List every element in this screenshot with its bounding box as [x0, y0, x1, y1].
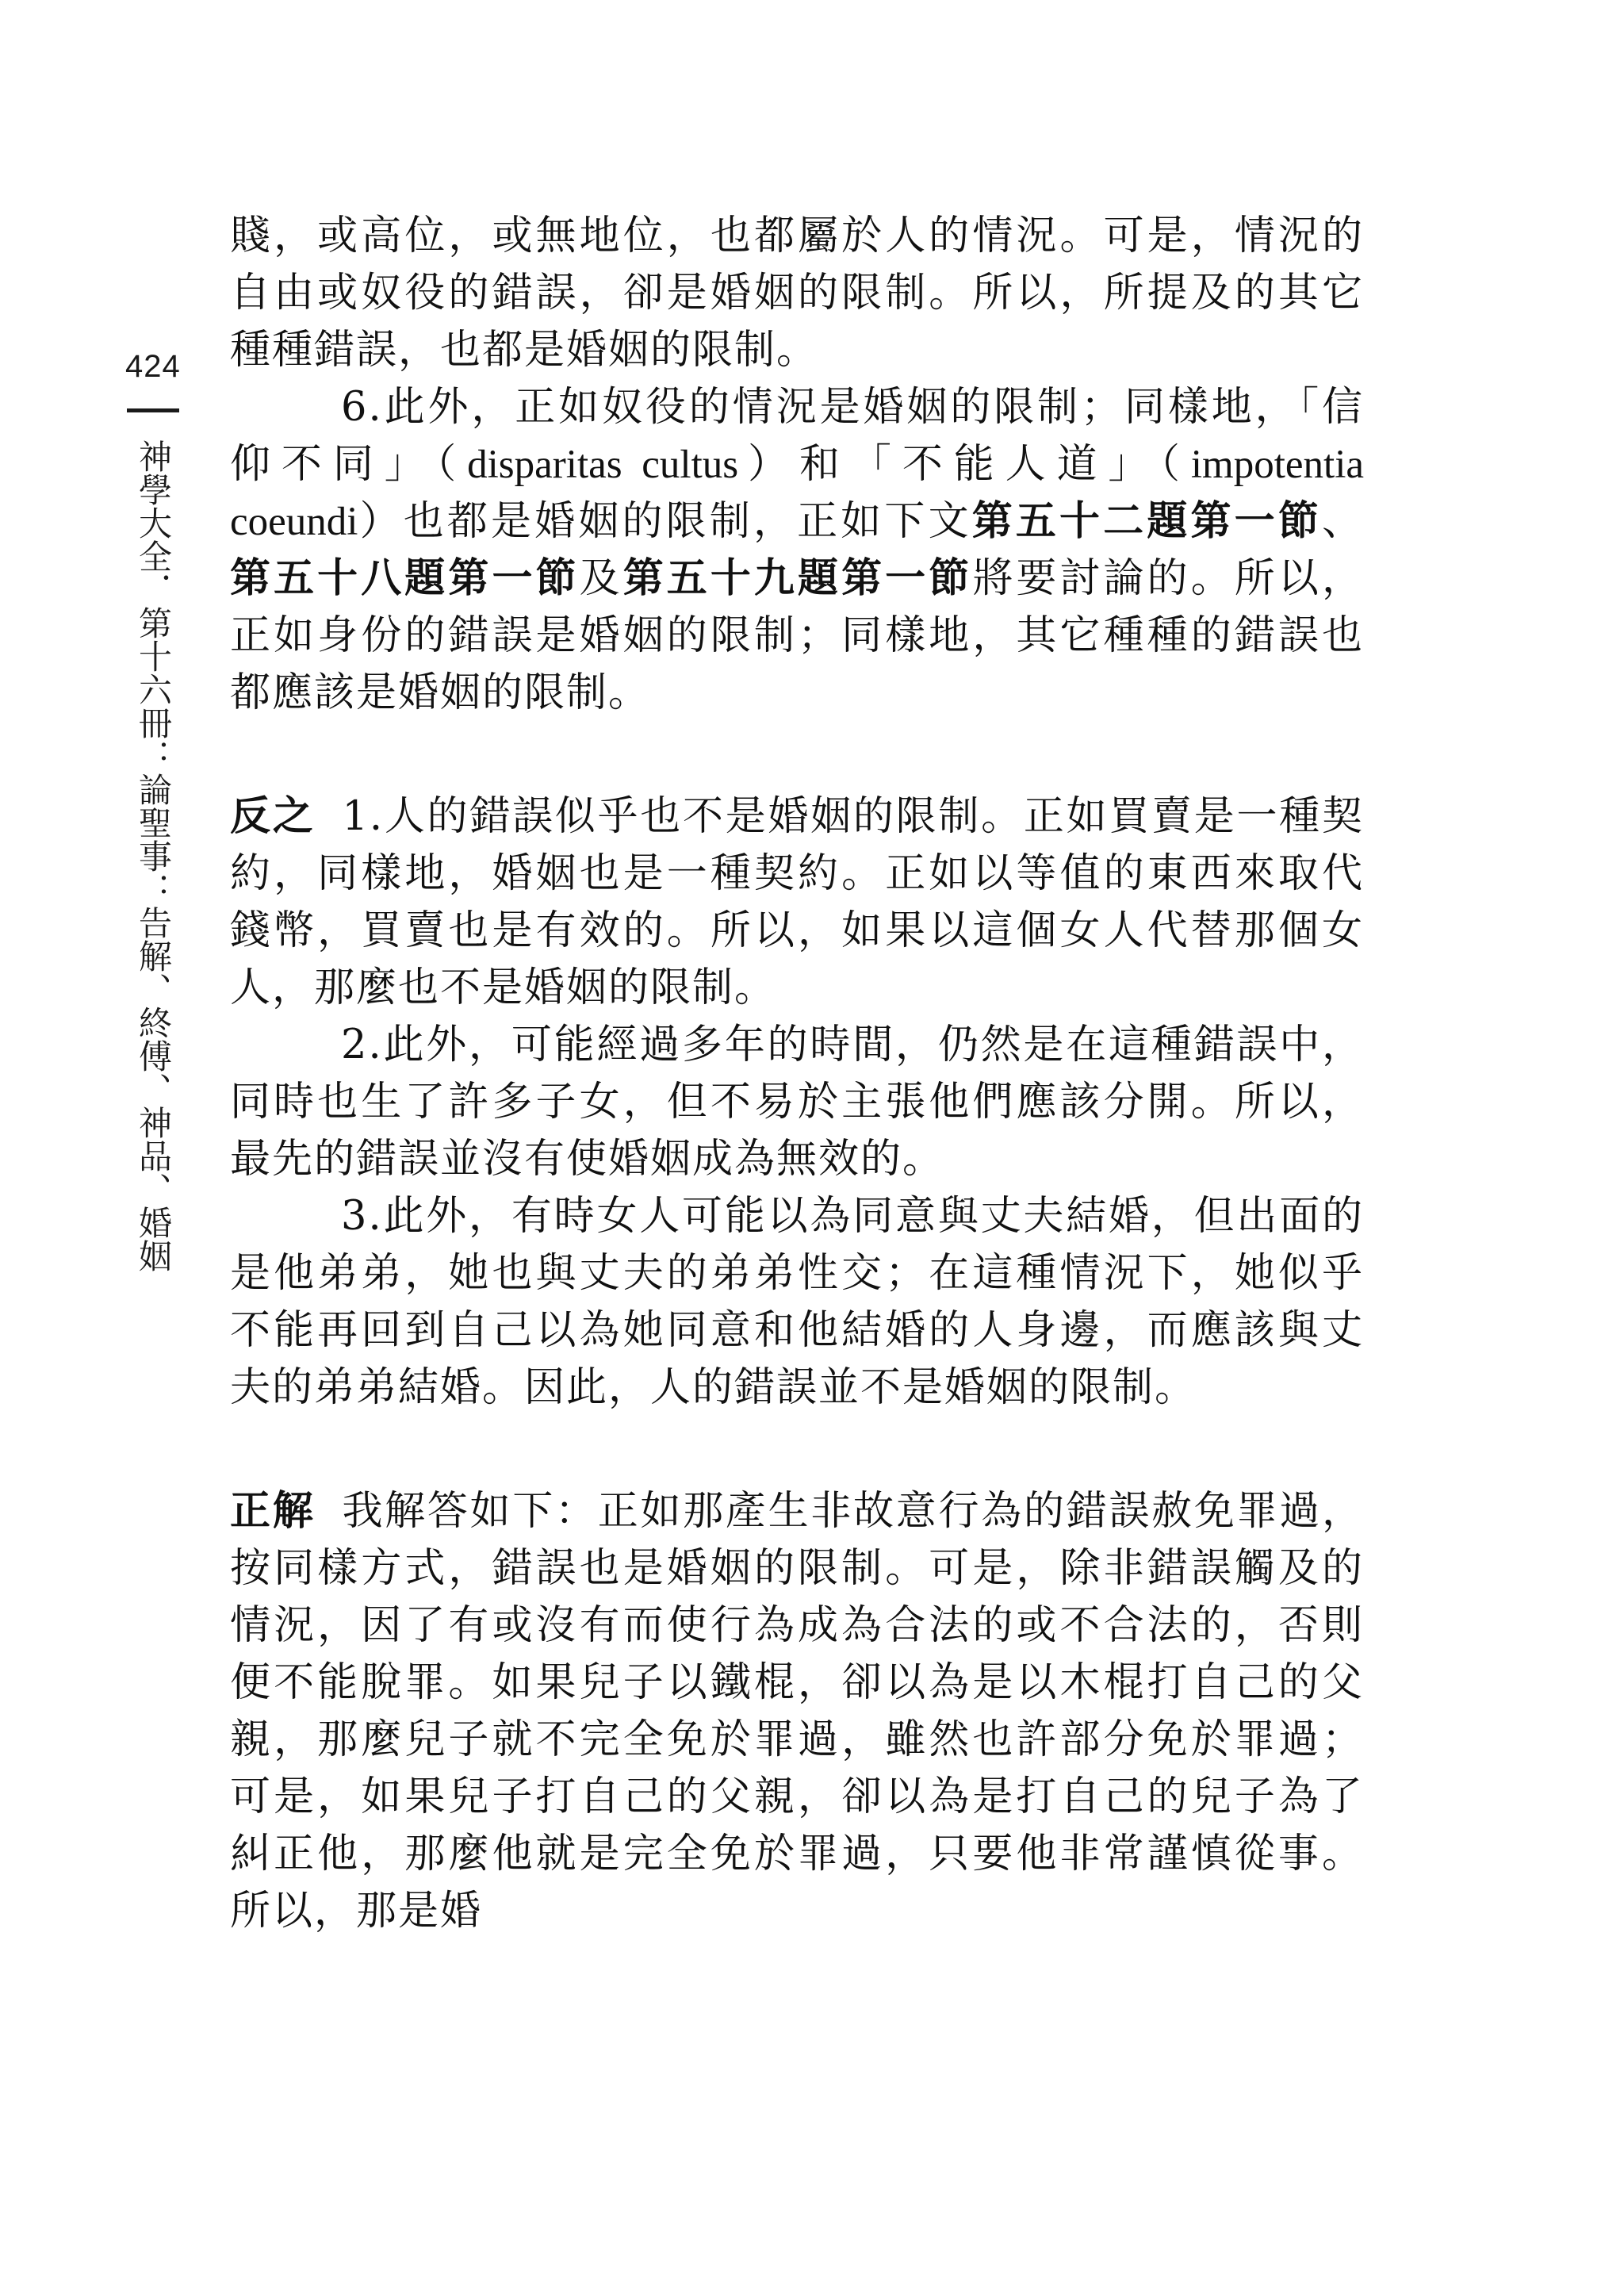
- answer-paragraph: [230, 1483, 1364, 1940]
- intro-paragraph: 賤，或高位，或無地位，也都屬於人的情況。可是，情況的自由或奴役的錯誤，卻是婚姻的限制。所以，所提及的其它種種錯誤，也都是婚姻的限制。: [230, 213, 1364, 374]
- contra-paragraph-3: 3.此外，有時女人可能以為同意與丈夫結婚，但出面的是他弟弟，她也與丈夫的弟弟性交；在這種情況下，她似乎不能再回到自己以為她同意和他結婚的人身邊，而應該與丈夫的弟弟結婚。因此，人的錯誤並不是婚姻的限制。: [230, 1193, 1364, 1411]
- contra-paragraph-1: [230, 788, 1364, 1017]
- objection-6-text-b: ）和「不能人道」（: [738, 441, 1191, 488]
- objection-6-text-f: 將要討論的。所以，正如身份的錯誤是婚姻的限制；同樣地，其它種種的錯誤也都應該是婚姻的限制。: [230, 555, 1364, 716]
- objection-6-text-d: 、: [1321, 498, 1364, 545]
- page-number: 424: [125, 349, 181, 384]
- running-head-rule: [127, 408, 179, 412]
- section-spacer: [230, 722, 1364, 788]
- cross-reference-q52: 第五十二題第一節: [971, 498, 1322, 545]
- body-text: [230, 208, 1364, 1940]
- latin-term-impotentia: impotentia coeundi: [230, 443, 1364, 544]
- latin-term-disparitas: disparitas cultus: [467, 443, 739, 487]
- running-title: 神學大全．第十六冊：論聖事：告解、終傅、神品、婚姻: [134, 439, 173, 1272]
- objection-6-text-a: 6.此外，正如奴役的情況是婚姻的限制；同樣地，「信仰不同」（: [230, 384, 1364, 488]
- objection-6-paragraph: [230, 379, 1364, 722]
- contra-text-1: 1.人的錯誤似乎也不是婚姻的限制。正如買賣是一種契約，同樣地，婚姻也是一種契約。正如以等值的東西來取代錢幣，買賣也是有效的。所以，如果以這個女人代替那個女人，那麼也不是婚姻的限制。: [230, 793, 1364, 1011]
- answer-text: 我解答如下：正如那產生非故意行為的錯誤赦免罪過，按同樣方式，錯誤也是婚姻的限制。可是，除非錯誤觸及的情況，因了有或沒有而使行為成為合法的或不合法的，否則便不能脫罪。如果兒子以鐵棍，卻以為是以木棍打自己的父親，那麼兒子就不完全免於罪過，雖然也許部分免於罪過；可是，如果兒子打自己的父親，卻以為是打自己的兒子為了糾正他，那麼他就是完全免於罪過，只要他非常謹慎從事。所以，那是婚: [230, 1488, 1364, 1934]
- contra-label: 反之: [230, 793, 316, 840]
- objection-6-text-c: ）也都是婚姻的限制，正如下文: [358, 498, 972, 545]
- contra-paragraph-2: 2.此外，可能經過多年的時間，仍然是在這種錯誤中，同時也生了許多子女，但不易於主張他們應該分開。所以，最先的錯誤並沒有使婚姻成為無效的。: [230, 1022, 1364, 1183]
- cross-reference-q58: 第五十八題第一節: [230, 555, 580, 602]
- objection-6-text-e: 及: [579, 555, 623, 602]
- cross-reference-q59: 第五十九題第一節: [622, 555, 973, 602]
- answer-label: 正解: [230, 1488, 316, 1535]
- section-spacer: [230, 1417, 1364, 1483]
- running-head: [125, 408, 181, 1423]
